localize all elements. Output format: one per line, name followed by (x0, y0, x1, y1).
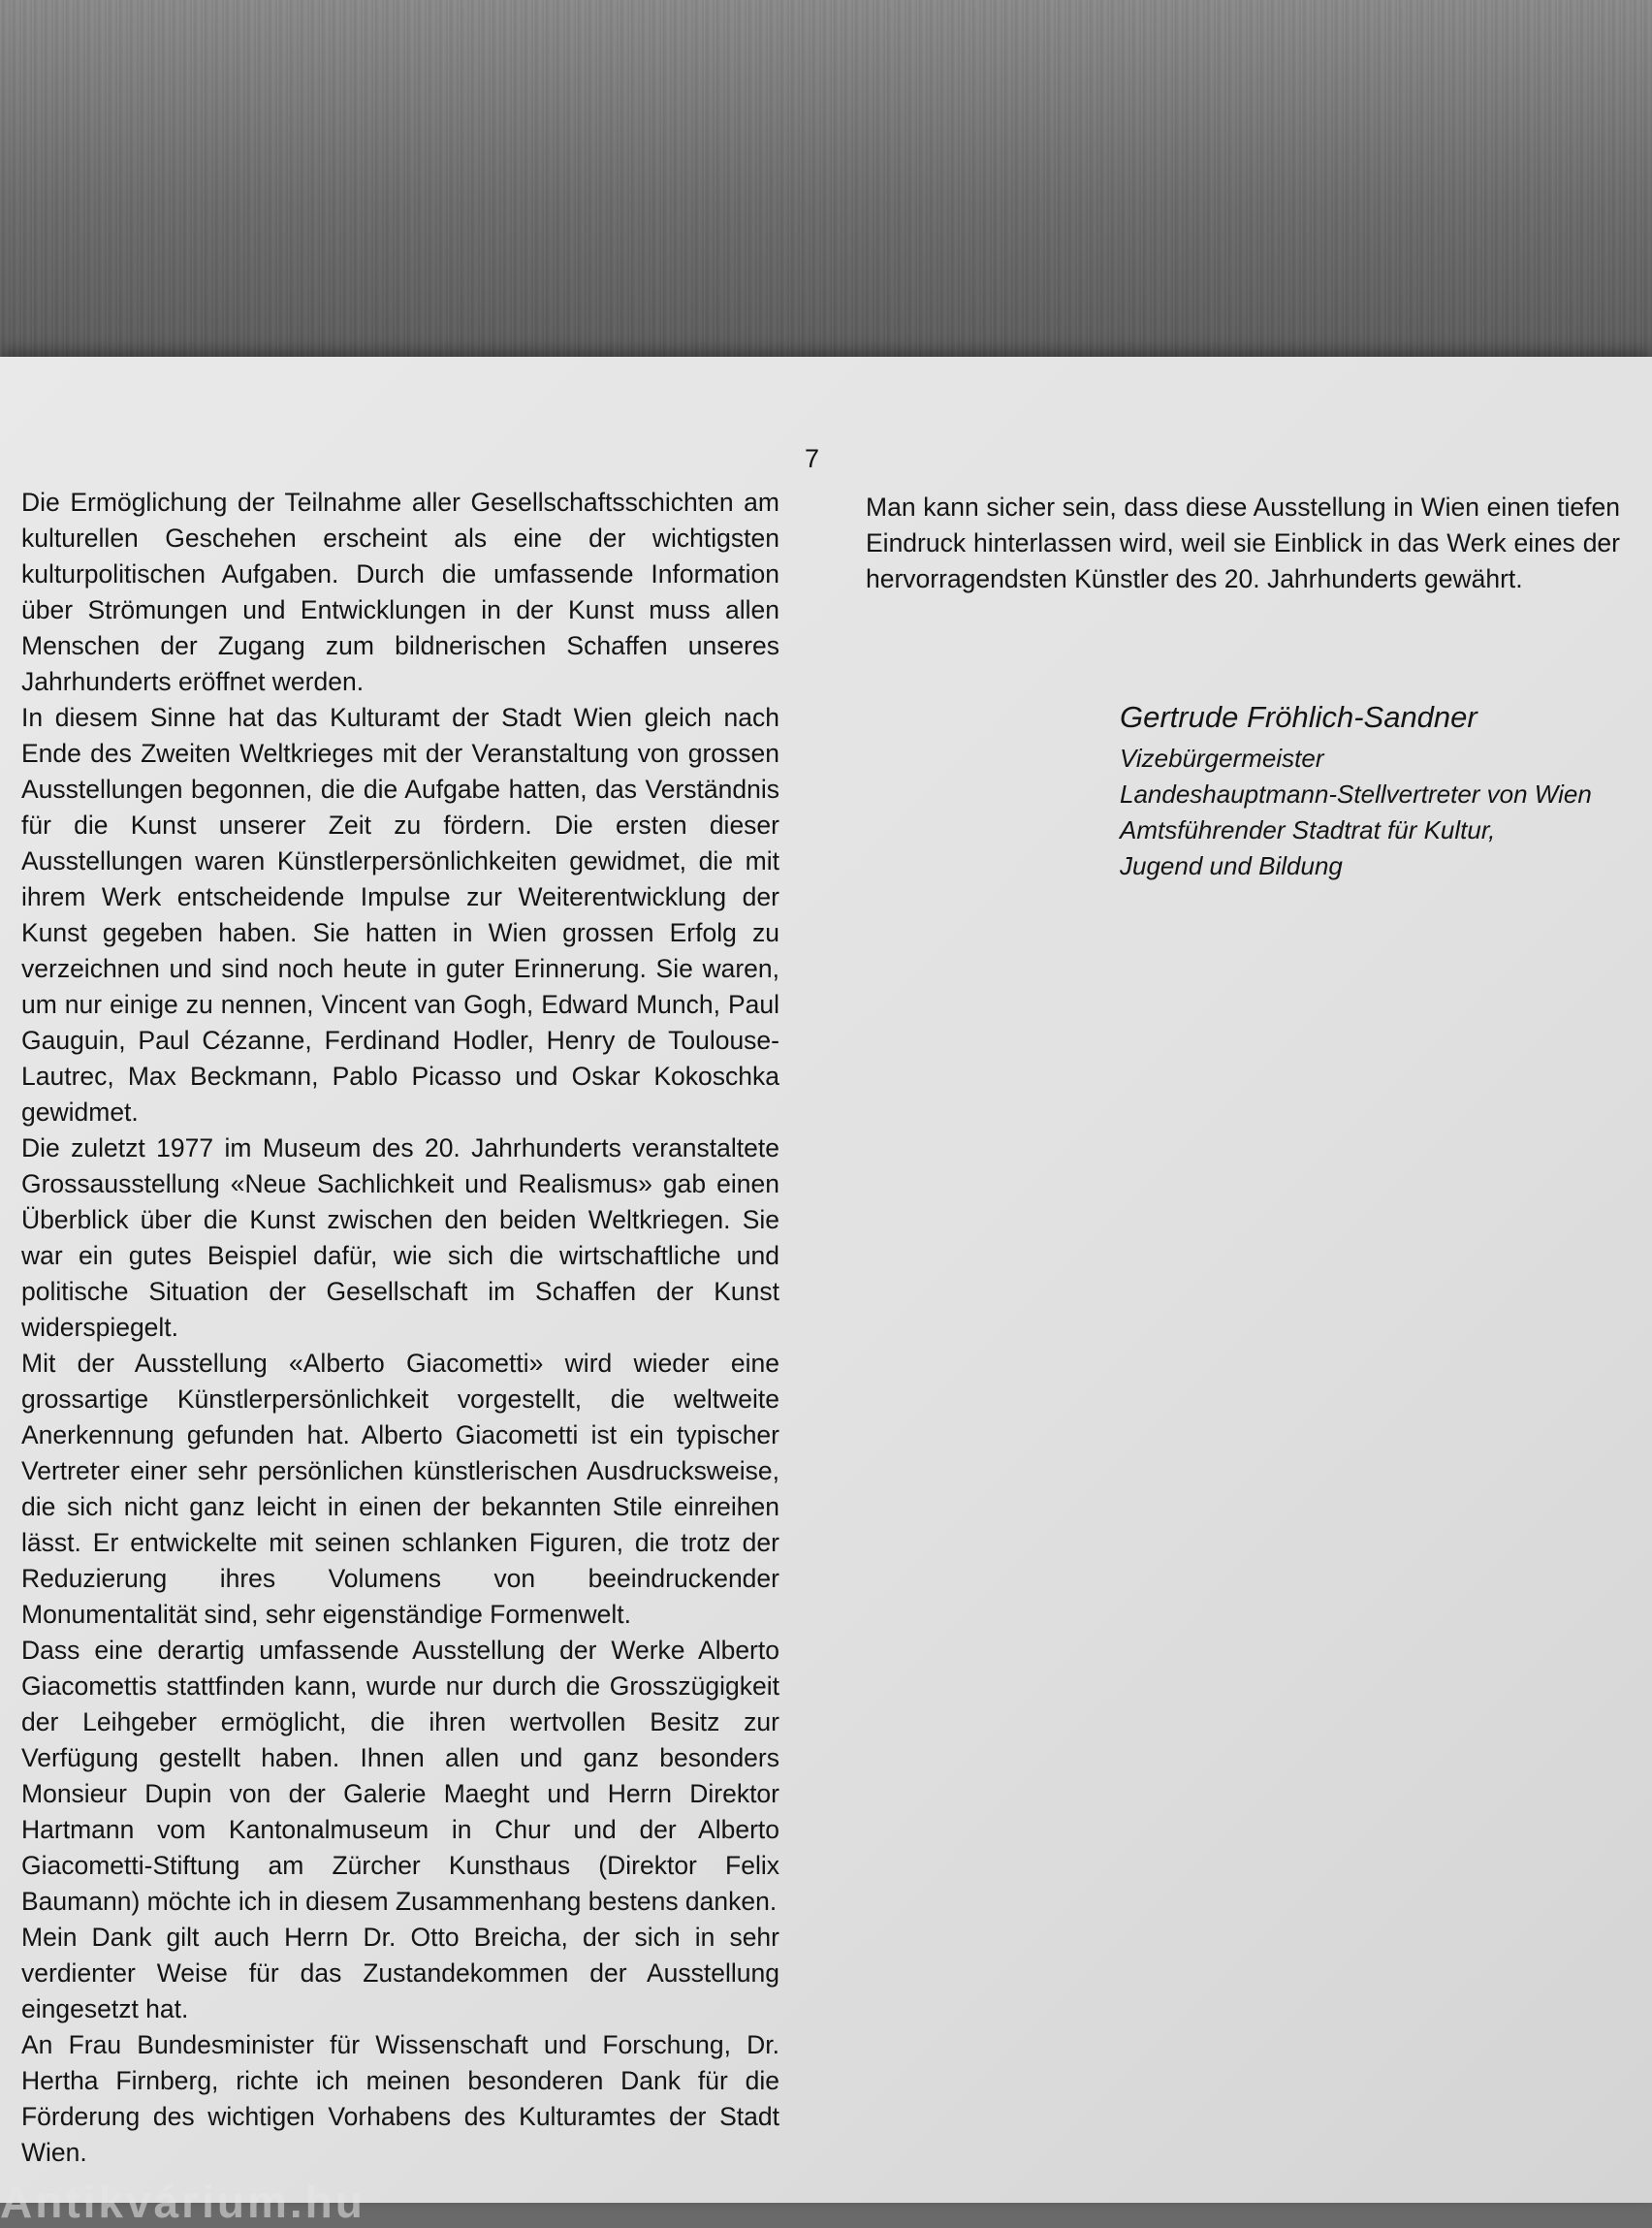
page-number: 7 (805, 444, 820, 473)
background-surface (0, 0, 1652, 368)
paragraph-3: Die zuletzt 1977 im Museum des 20. Jahrhunderts veranstaltete Grossausstellung «Neue Sachlichkeit und Realismus» gab einen Überblick über die Kunst zwischen den beiden Weltkriegen. Sie war ein gutes Beispiel dafür, wie sich die wirtschaftliche und politische Situation der Gesellschaft im Schaffen der Kunst widerspiegelt. (21, 1133, 779, 1342)
signatory-title-3: Amtsführender Stadtrat für Kultur, (1120, 815, 1496, 844)
paragraph-5: Dass eine derartig umfassende Ausstellung der Werke Alberto Giacomettis stattfinden kann, wurde nur durch die Grosszügigkeit der Leihgeber ermöglicht, die ihren wertvollen Besitz zur Verfügung gestellt haben. Ihnen allen und ganz besonders Monsieur Dupin von der Galerie Maeght und Herrn Direktor Hartmann vom Kantonalmuseum in Chur und der Alberto Giacometti-Stiftung am Zürcher Kunsthaus (Direktor Felix Baumann) möchte ich in diesem Zusammenhang bestens danken. (21, 1636, 779, 1916)
signatory-title-2: Landeshauptmann-Stellvertreter von Wien (1120, 780, 1592, 809)
right-text-column (866, 490, 1620, 597)
signature-block (1120, 696, 1643, 884)
paragraph-6: Mein Dank gilt auch Herrn Dr. Otto Breicha, der sich in sehr verdienter Weise für das Zustandekommen der Ausstellung eingesetzt hat. (21, 1923, 779, 2023)
paragraph-1: Die Ermöglichung der Teilnahme aller Gesellschaftsschichten am kulturellen Geschehen erscheint als eine der wichtigsten kulturpolitischen Aufgaben. Durch die umfassende Information über Strömungen und Entwicklungen in der Kunst muss allen Menschen der Zugang zum bildnerischen Schaffen unseres Jahrhunderts eröffnet werden. (21, 488, 779, 696)
signatory-name: Gertrude Fröhlich-Sandner (1120, 700, 1477, 734)
paragraph-2: In diesem Sinne hat das Kulturamt der Stadt Wien gleich nach Ende des Zweiten Weltkrieges mit der Veranstaltung von grossen Ausstellungen begonnen, die die Aufgabe hatten, das Verständnis für die Kunst unserer Zeit zu fördern. Die ersten dieser Ausstellungen waren Künstlerpersönlichkeiten gewidmet, die mit ihrem Werk entscheidende Impulse zur Weiterentwicklung der Kunst gegeben haben. Sie hatten in Wien grossen Erfolg zu verzeichnen und sind noch heute in guter Erinnerung. Sie waren, um nur einige zu nennen, Vincent van Gogh, Edward Munch, Paul Gauguin, Paul Cézanne, Ferdinand Hodler, Henry de Toulouse-Lautrec, Max Beckmann, Pablo Picasso und Oskar Kokoschka gewidmet. (21, 703, 779, 1127)
paragraph-7: An Frau Bundesminister für Wissenschaft und Forschung, Dr. Hertha Firnberg, richte ich meinen besonderen Dank für die Förderung des wichtigen Vorhabens des Kulturamtes der Stadt Wien. (21, 2030, 779, 2167)
paragraph-4: Mit der Ausstellung «Alberto Giacometti» wird wieder eine grossartige Künstlerpersönlichkeit vorgestellt, die weltweite Anerkennung gefunden hat. Alberto Giacometti ist ein typischer Vertreter einer sehr persönlichen künstlerischen Ausdrucksweise, die sich nicht ganz leicht in einen der bekannten Stile einreihen lässt. Er entwickelte mit seinen schlanken Figuren, die trotz der Reduzierung ihres Volumens von beeindruckender Monumentalität sind, sehr eigenständige Formenwelt. (21, 1349, 779, 1629)
watermark: Antikvárium.hu (0, 2177, 365, 2227)
signatory-title-1: Vizebürgermeister (1120, 744, 1324, 773)
left-text-column (21, 485, 779, 2171)
signatory-title-4: Jugend und Bildung (1120, 851, 1343, 880)
closing-paragraph: Man kann sicher sein, dass diese Ausstellung in Wien einen tiefen Eindruck hinterlassen wird, weil sie Einblick in das Werk eines der hervorragendsten Künstler des 20. Jahrhunderts gewährt. (866, 493, 1620, 593)
